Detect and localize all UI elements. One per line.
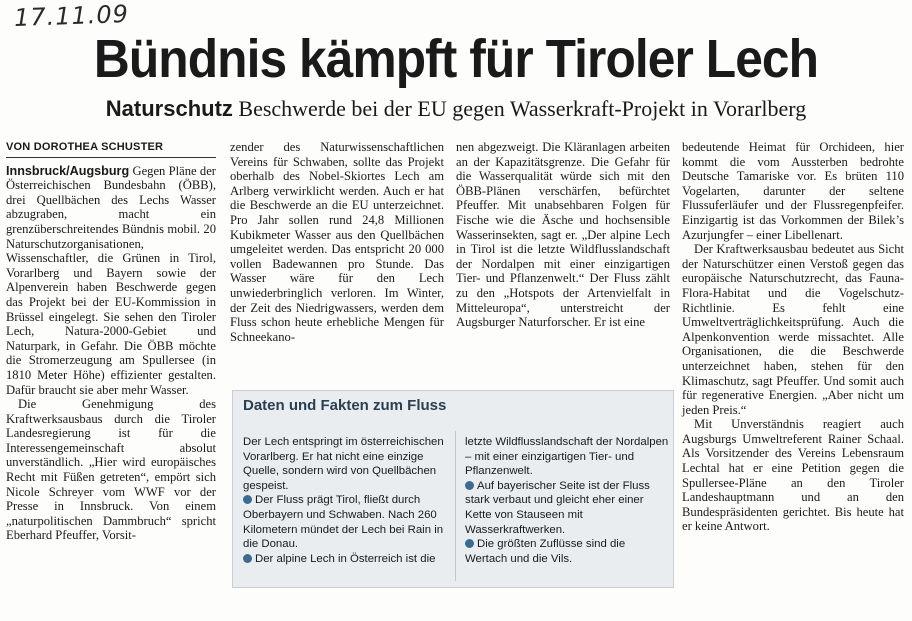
- article-column-3: [456, 140, 670, 330]
- bullet-icon: [465, 539, 474, 548]
- facts-box-divider: [455, 431, 456, 581]
- subhead: [0, 96, 912, 122]
- subhead-text: Beschwerde bei der EU gegen Wasserkraft-Projekt in Vorarlberg: [238, 96, 807, 121]
- article-column-4: [682, 140, 904, 534]
- fact-item: [465, 479, 670, 537]
- paragraph: Der Kraftwerksausbau bedeutet aus Sicht der Naturschützer einen Verstoß gegen das europäische Naturschutzrecht, das Fauna-Flora-Habitat und die Vogelschutz-Richtlinie. Es fehlt eine Umweltverträglichkeitsprüfung. Auch die Alpenkonvention werde missachtet. Alle Organisationen, die die Beschwerde unterzeichnet haben, stehen für den Klimaschutz, sagt Pfeuffer. Und somit auch für regenerative Energien. „Aber nicht um jeden Preis.“: [682, 242, 904, 417]
- fact-text: Auf bayerischer Seite ist der Fluss stark verbaut und gleicht eher einer Kette von Stauseen mit Wasserkraftwerken.: [465, 479, 650, 536]
- subhead-kicker: Naturschutz: [105, 96, 233, 121]
- fact-text: Der Fluss prägt Tirol, fließt durch Oberbayern und Schwaben. Nach 260 Kilometern mündet der Lech bei Rain in die Donau.: [243, 494, 444, 551]
- article-column-2: [230, 140, 444, 344]
- fact-text: Der alpine Lech in Österreich ist die: [255, 552, 436, 565]
- facts-box-title: Daten und Fakten zum Fluss: [243, 397, 447, 414]
- paragraph-text: Gegen Pläne der Österreichischen Bundesbahn (ÖBB), drei Quellbächen des Lechs Wasser abzugraben, macht ein grenzüberschreitendes Bündnis mobil. 20 Naturschutzorganisationen, Wissenschaftler, die Grünen in Tirol, Vorarlberg und Bayern sowie der Alpenverein haben Beschwerde gegen das Projekt bei der EU-Kommission in Brüssel eingelegt. Sie sehen den Tiroler Lech, Natura-2000-Gebiet und Naturpark, in Gefahr. Die ÖBB möchte die Stromerzeugung am Spullersee (in 1810 Meter Höhe) effizienter gestalten. Dafür braucht sie aber mehr Wasser.: [6, 163, 216, 397]
- byline: VON DOROTHEA SCHUSTER: [6, 140, 216, 158]
- fact-item: Der Lech entspringt im österreichischen Vorarlberg. Er hat nicht eine einzige Quelle, sondern wird von Quellbächen gespeist.: [243, 436, 444, 492]
- dateline: Innsbruck/Augsburg: [6, 163, 130, 178]
- headline: Bündnis kämpft für Tiroler Lech: [93, 29, 819, 89]
- facts-box: [232, 390, 674, 588]
- facts-box-column-right: [465, 435, 670, 566]
- facts-box-column-left: [243, 435, 448, 566]
- paragraph: Mit Unverständnis reagiert auch Augsburgs Umweltreferent Rainer Schaal. Als Vorsitzender des Vereins Lebensraum Lechtal hat er eine Petition gegen die Spullersee-Pläne an den Tiroler Landeshauptmann und an den Bundespräsidenten gerichtet. Bis heute hat er keine Antwort.: [682, 417, 904, 534]
- paragraph: nen abgezweigt. Die Kläranlagen arbeiten an der Kapazitätsgrenze. Die Gefahr für die Wasserqualität würde sich mit den ÖBB-Plänen verschärfen, befürchtet Pfeuffer. Mit unabsehbaren Folgen für Fische wie die Äsche und hochsensible Wasserinsekten, sagt er. „Der alpine Lech in Tirol ist die letzte Wildflusslandschaft der Nordalpen mit einer einzigartigen Tier- und Pflanzenwelt.“ Der Fluss zählt zu den „Hotspots der Artenvielfalt in Mitteleuropa“, unterstreicht der Augsburger Naturforscher. Er ist eine: [456, 140, 670, 330]
- fact-item: [243, 552, 448, 567]
- bullet-icon: [243, 554, 252, 563]
- paragraph: [6, 164, 216, 398]
- bullet-icon: [465, 481, 474, 490]
- fact-item: [465, 537, 670, 566]
- handwritten-date: 17.11.09: [13, 0, 130, 32]
- bullet-icon: [243, 495, 252, 504]
- fact-text: Die größten Zuflüsse sind die Wertach und die Vils.: [465, 538, 626, 565]
- paragraph: zender des Naturwissenschaftlichen Vereins für Schwaben, sollte das Projekt oberhalb des Nobel-Skiortes Lech am Arlberg verwirklicht werden. Auch er hat die Beschwerde an die EU unterzeichnet. Pro Jahr sollen rund 24,8 Millionen Kubikmeter Wasser aus den Quellbächen umgeleitet werden. Das entspricht 20 000 vollen Badewannen pro Stunde. Das Wasser wäre für den Lech unwiederbringlich verloren. Im Winter, der Zeit des Niedrigwassers, werden dem Fluss schon heute erhebliche Mengen für Schneekano-: [230, 140, 444, 344]
- fact-item: letzte Wildflusslandschaft der Nordalpen – mit einer einzigartigen Tier- und Pflanzenwelt.: [465, 436, 669, 478]
- article-column-1: [6, 140, 216, 543]
- paragraph: Die Genehmigung des Kraftwerksausbaus durch die Tiroler Landesregierung ist für die Interessengemeinschaft absolut unverständlich. „Hier wird europäisches Recht mit Füßen getreten“, empört sich Nicole Schreyer vom WWF vor der Presse in Innsbruck. Von einem „naturpolitischen Dammbruch“ spricht Eberhard Pfeuffer, Vorsit-: [6, 397, 216, 543]
- fact-item: [243, 493, 448, 551]
- paragraph: bedeutende Heimat für Orchideen, hier kommt die vom Aussterben bedrohte Deutsche Tamariske vor. Es brüten 110 Vogelarten, darunter der seltene Flussuferläufer und der Flussregenpfeifer. Einzigartig ist das Vorkommen der Bilek’s Azurjungfer – einer Libellenart.: [682, 140, 904, 242]
